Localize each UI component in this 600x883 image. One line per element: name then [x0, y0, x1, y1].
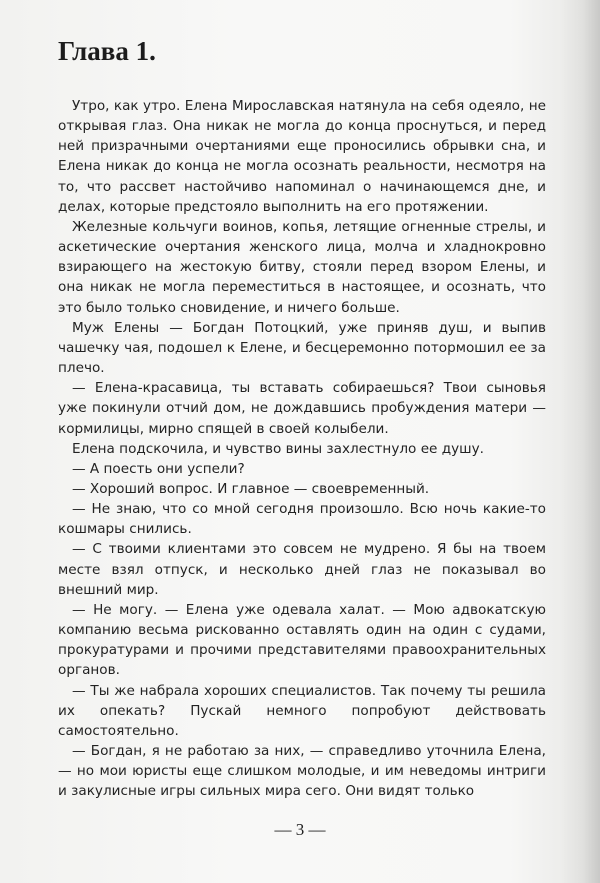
page-edge-shadow [560, 0, 600, 883]
paragraph: — Ты же набрала хороших специалистов. Так почему ты решила их опекать? Пускай немного попробуют действовать самостоятельно. [58, 682, 546, 739]
paragraph: — А поесть они успели? [72, 460, 245, 477]
paragraph: — Не могу. — Елена уже одевала халат. — Мою адвокатскую компанию весьма рискованно оставлять один на один с судами, прокуратурами и прочими представителями правоохранительных органов. [58, 601, 546, 679]
chapter-body [58, 96, 546, 801]
paragraph: — С твоими клиентами это совсем не мудрено. Я бы на твоем месте взял отпуск, и несколько дней глаз не показывал во внешний мир. [58, 541, 546, 598]
paragraph: — Хороший вопрос. И главное — своевременный. [72, 480, 430, 497]
paragraph: Елена подскочила, и чувство вины захлестнуло ее душу. [72, 440, 484, 457]
page-number: — 3 — [274, 820, 326, 839]
paragraph: Железные кольчуги воинов, копья, летящие огненные стрелы, и аскетические очертания женского лица, молча и хладнокровно взирающего на жестокую битву, стояли перед взором Елены, и она никак не могла переместиться в настоящее, и осознать, что это было только сновидение, и ничего больше. [58, 218, 546, 316]
paragraph: — Богдан, я не работаю за них, — справедливо уточнила Елена, — но мои юристы еще слишком молодые, и им неведомы интриги и закулисные игры сильных мира сего. Они видят только [58, 743, 546, 800]
paragraph: — Не знаю, что со мной сегодня произошло. Всю ночь какие-то кошмары снились. [58, 501, 546, 538]
paragraph: Муж Елены — Богдан Потоцкий, уже приняв душ, и выпив чашечку чая, подошел к Елене, и бесцеремонно потормошил ее за плечо. [58, 319, 546, 377]
chapter-title: Глава 1. [58, 36, 156, 66]
paragraph: — Елена-красавица, ты вставать собираешься? Твои сыновья уже покинули отчий дом, не дождавшись пробуждения матери — кормилицы, мирно спящей в своей колыбели. [58, 380, 546, 437]
paragraph: Утро, как утро. Елена Мирославская натянула на себя одеяло, не открывая глаз. Она никак не могла до конца проснуться, и перед ней призрачными очертаниями еще проносились обрывки сна, и Елена никак до конца не могла осознать реальности, несмотря на то, что рассвет настойчиво напоминал о начинающемся дне, и делах, которые предстояло выполнить на его протяжении. [58, 98, 546, 215]
